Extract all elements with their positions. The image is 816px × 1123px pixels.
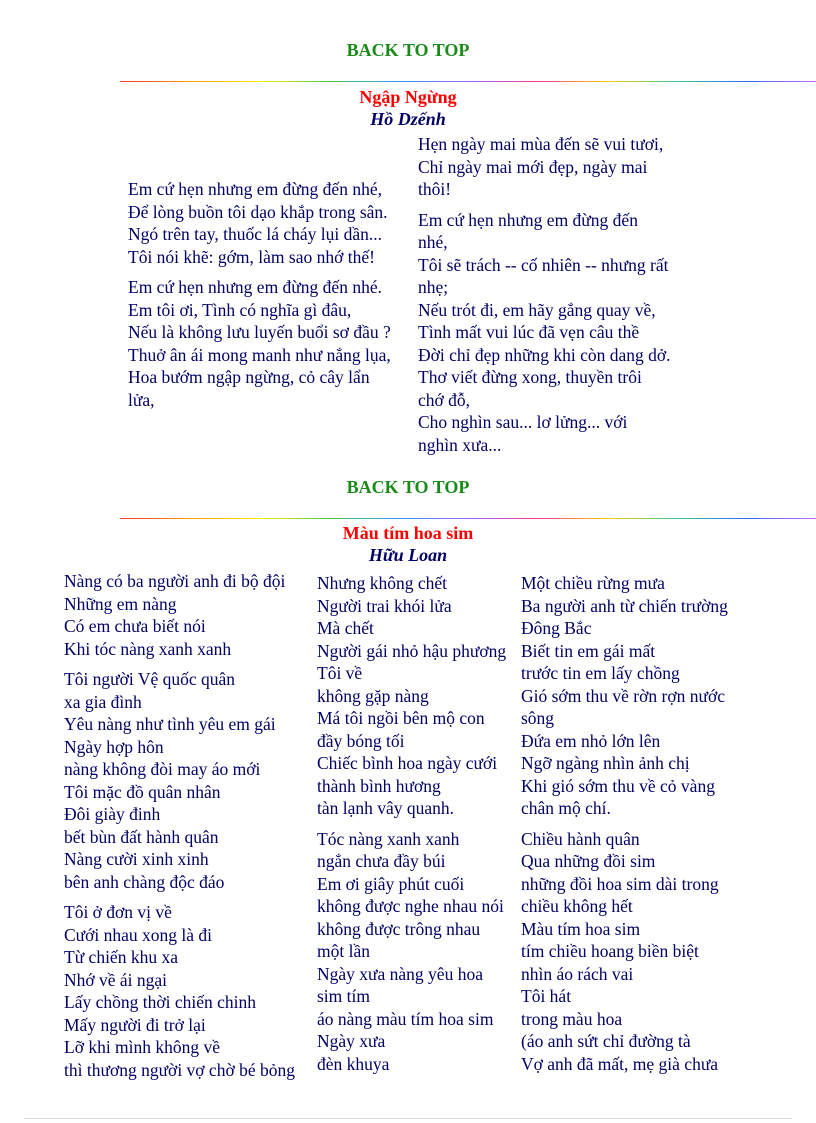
- poem-line: chớ đỗ,: [418, 389, 471, 410]
- poem-line: Nàng có ba người anh đi bộ đội: [64, 571, 286, 591]
- poem-line: Ba người anh từ chiến trường: [521, 595, 728, 616]
- poem-line: lửa,: [128, 389, 155, 410]
- poem-line: Người gái nhỏ hậu phương: [317, 640, 507, 661]
- poem-line: Qua những đồi sim: [521, 851, 656, 871]
- poem-title: Ngập Ngừng: [359, 87, 457, 107]
- poem-line: Em tôi ơi, Tình có nghĩa gì đâu,: [128, 299, 352, 320]
- poem-line: Ngỡ ngàng nhìn ảnh chị: [521, 753, 690, 773]
- poem-line: Hẹn ngày mai mùa đến sẽ vui tươi,: [418, 134, 664, 154]
- poem-line: Khi tóc nàng xanh xanh: [64, 638, 232, 659]
- divider-2: [120, 518, 816, 519]
- poem-line: Nhớ về ái ngại: [64, 969, 168, 990]
- poem-line: đầy bóng tối: [317, 730, 405, 751]
- poem-line: bên anh chàng độc đáo: [64, 871, 225, 892]
- back-to-top-link-1[interactable]: BACK TO TOP: [346, 40, 470, 60]
- poem-line: áo nàng màu tím hoa sim: [317, 1008, 494, 1029]
- poem-line: Hoa bướm ngập ngừng, cỏ cây lẩn: [128, 367, 370, 387]
- poem-line: Tôi ở đơn vị về: [64, 902, 172, 922]
- poem-line: nhìn áo rách vai: [521, 963, 634, 984]
- poem-line: tàn lạnh vây quanh.: [317, 798, 455, 818]
- poem-line: Chiếc bình hoa ngày cưới: [317, 753, 498, 773]
- poem-line: Em cứ hẹn nhưng em đừng đến nhé,: [128, 179, 382, 199]
- poem-line: Tôi nói khẽ: gớm, làm sao nhớ thế!: [128, 246, 375, 267]
- poem-column-left: [128, 178, 391, 411]
- poem-line: Lấy chồng thời chiến chinh: [64, 992, 256, 1012]
- poem-line: Ngày xưa nàng yêu hoa: [317, 963, 483, 984]
- poem-line: Tôi hát: [521, 986, 572, 1006]
- poem-line: Tôi sẽ trách -- cố nhiên -- nhưng rất: [418, 254, 669, 275]
- poem-line: không được trông nhau: [317, 918, 481, 939]
- poem-line: chân mộ chí.: [521, 798, 611, 818]
- poem-column-1: [64, 570, 295, 1081]
- poem-line: Thơ viết đừng xong, thuyền trôi: [418, 367, 642, 387]
- poem-line: Chiều hành quân: [521, 828, 640, 849]
- poem-line: Nhưng không chết: [317, 573, 448, 593]
- poem-line: Biết tin em gái mất: [521, 640, 656, 661]
- poem-line: trong màu hoa: [521, 1008, 623, 1029]
- poem-line: trước tin em lấy chồng: [521, 663, 680, 683]
- stanza-break: [317, 820, 506, 828]
- poem-line: (áo anh sứt chỉ đường tà: [521, 1031, 691, 1051]
- poem-line: Thuở ân ái mong manh như nắng lụa,: [128, 344, 391, 365]
- poem-line: Để lòng buồn tôi dạo khắp trong sân.: [128, 201, 388, 222]
- poem-line: Tóc nàng xanh xanh: [317, 828, 460, 849]
- poem-line: Ngó trên tay, thuốc lá cháy lụi dần...: [128, 224, 382, 244]
- poem-line: Lỡ khi mình không về: [64, 1037, 221, 1057]
- poem-line: Đông Bắc: [521, 618, 592, 638]
- stanza-break: [128, 268, 391, 276]
- poem-line: Yêu nàng như tình yêu em gái: [64, 714, 276, 734]
- poem-line: Đời chỉ đẹp những khi còn dang dở.: [418, 344, 671, 365]
- poem-line: Người trai khói lửa: [317, 595, 452, 616]
- poem-line: Chỉ ngày mai mới đẹp, ngày mai: [418, 156, 648, 177]
- poem-line: Ngày hợp hôn: [64, 736, 164, 757]
- divider-1: [120, 81, 816, 82]
- poem-line: Gió sớm thu về rờn rợn nước: [521, 685, 725, 706]
- poem-line: Nếu trót đi, em hãy gắng quay về,: [418, 299, 656, 320]
- poem-line: Màu tím hoa sim: [521, 918, 641, 939]
- poem-line: thành bình hương: [317, 775, 441, 796]
- poem-line: Nàng cười xinh xinh: [64, 849, 209, 869]
- poem-line: thôi!: [418, 179, 452, 199]
- poem-line: không được nghe nhau nói: [317, 896, 504, 916]
- poem-line: bết bùn đất hành quân: [64, 826, 219, 847]
- poem-line: Đứa em nhỏ lớn lên: [521, 730, 661, 751]
- poem-line: Tình mất vui lúc đã vẹn câu thề: [418, 322, 640, 342]
- back-to-top-link-2[interactable]: BACK TO TOP: [346, 477, 470, 497]
- stanza-break: [418, 201, 671, 209]
- poem-line: Em cứ hẹn nhưng em đừng đến: [418, 209, 638, 230]
- poem-line: Một chiều rừng mưa: [521, 573, 665, 593]
- poem-line: chiều không hết: [521, 896, 633, 916]
- poem-line: Có em chưa biết nói: [64, 616, 206, 636]
- poem-line: Cho nghìn sau... lơ lửng... với: [418, 412, 628, 432]
- poem-line: thì thương người vợ chờ bé bỏng: [64, 1059, 295, 1080]
- poem-line: sông: [521, 708, 555, 728]
- poem-line: Mấy người đi trở lại: [64, 1014, 206, 1035]
- poem-line: đèn khuya: [317, 1053, 390, 1074]
- stanza-break: [64, 660, 295, 668]
- poem-line: Tôi về: [317, 663, 363, 683]
- poem-line: Những em nàng: [64, 593, 177, 614]
- page-bottom-rule: [24, 1118, 792, 1119]
- poem-line: tím chiều hoang biền biệt: [521, 941, 699, 961]
- poem-line: sim tím: [317, 986, 370, 1006]
- poem-line: nhé,: [418, 232, 448, 252]
- stanza-break: [521, 820, 728, 828]
- poem-author: Hồ Dzếnh: [370, 109, 446, 129]
- poem-line: Nếu là không lưu luyến buổi sơ đầu ?: [128, 322, 391, 342]
- poem-line: một lần: [317, 941, 370, 961]
- poem-line: Em ơi giây phút cuối: [317, 873, 465, 894]
- poem-line: Mà chết: [317, 618, 374, 638]
- poem-line: ngắn chưa đầy búi: [317, 851, 446, 871]
- poem-line: Tôi mặc đồ quân nhân: [64, 781, 221, 802]
- poem-line: Đôi giày đinh: [64, 804, 161, 824]
- poem-line: Ngày xưa: [317, 1031, 386, 1051]
- poem-author: Hữu Loan: [368, 545, 448, 565]
- poem-column-right: [418, 133, 671, 456]
- poem-column-3: [521, 572, 728, 1075]
- poem-title: Màu tím hoa sim: [342, 523, 474, 543]
- poem-line: nàng không đòi may áo mới: [64, 759, 261, 779]
- poem-line: Vợ anh đã mất, mẹ già chưa: [521, 1053, 719, 1074]
- stanza-break: [64, 893, 295, 901]
- poem-line: Tôi người Vệ quốc quân: [64, 669, 236, 689]
- poem-line: Em cứ hẹn nhưng em đừng đến nhé.: [128, 277, 382, 297]
- poem-column-2: [317, 572, 506, 1075]
- poem-line: xa gia đình: [64, 691, 142, 712]
- poem-line: những đồi hoa sim dài trong: [521, 873, 719, 894]
- poem-line: Cưới nhau xong là đi: [64, 924, 213, 945]
- poem-line: Khi gió sớm thu về cỏ vàng: [521, 775, 715, 796]
- poem-line: Má tôi ngồi bên mộ con: [317, 708, 485, 728]
- poem-line: nhẹ;: [418, 277, 449, 297]
- poem-line: Từ chiến khu xa: [64, 947, 178, 967]
- poem-line: không gặp nàng: [317, 685, 429, 706]
- poem-line: nghìn xưa...: [418, 434, 502, 455]
